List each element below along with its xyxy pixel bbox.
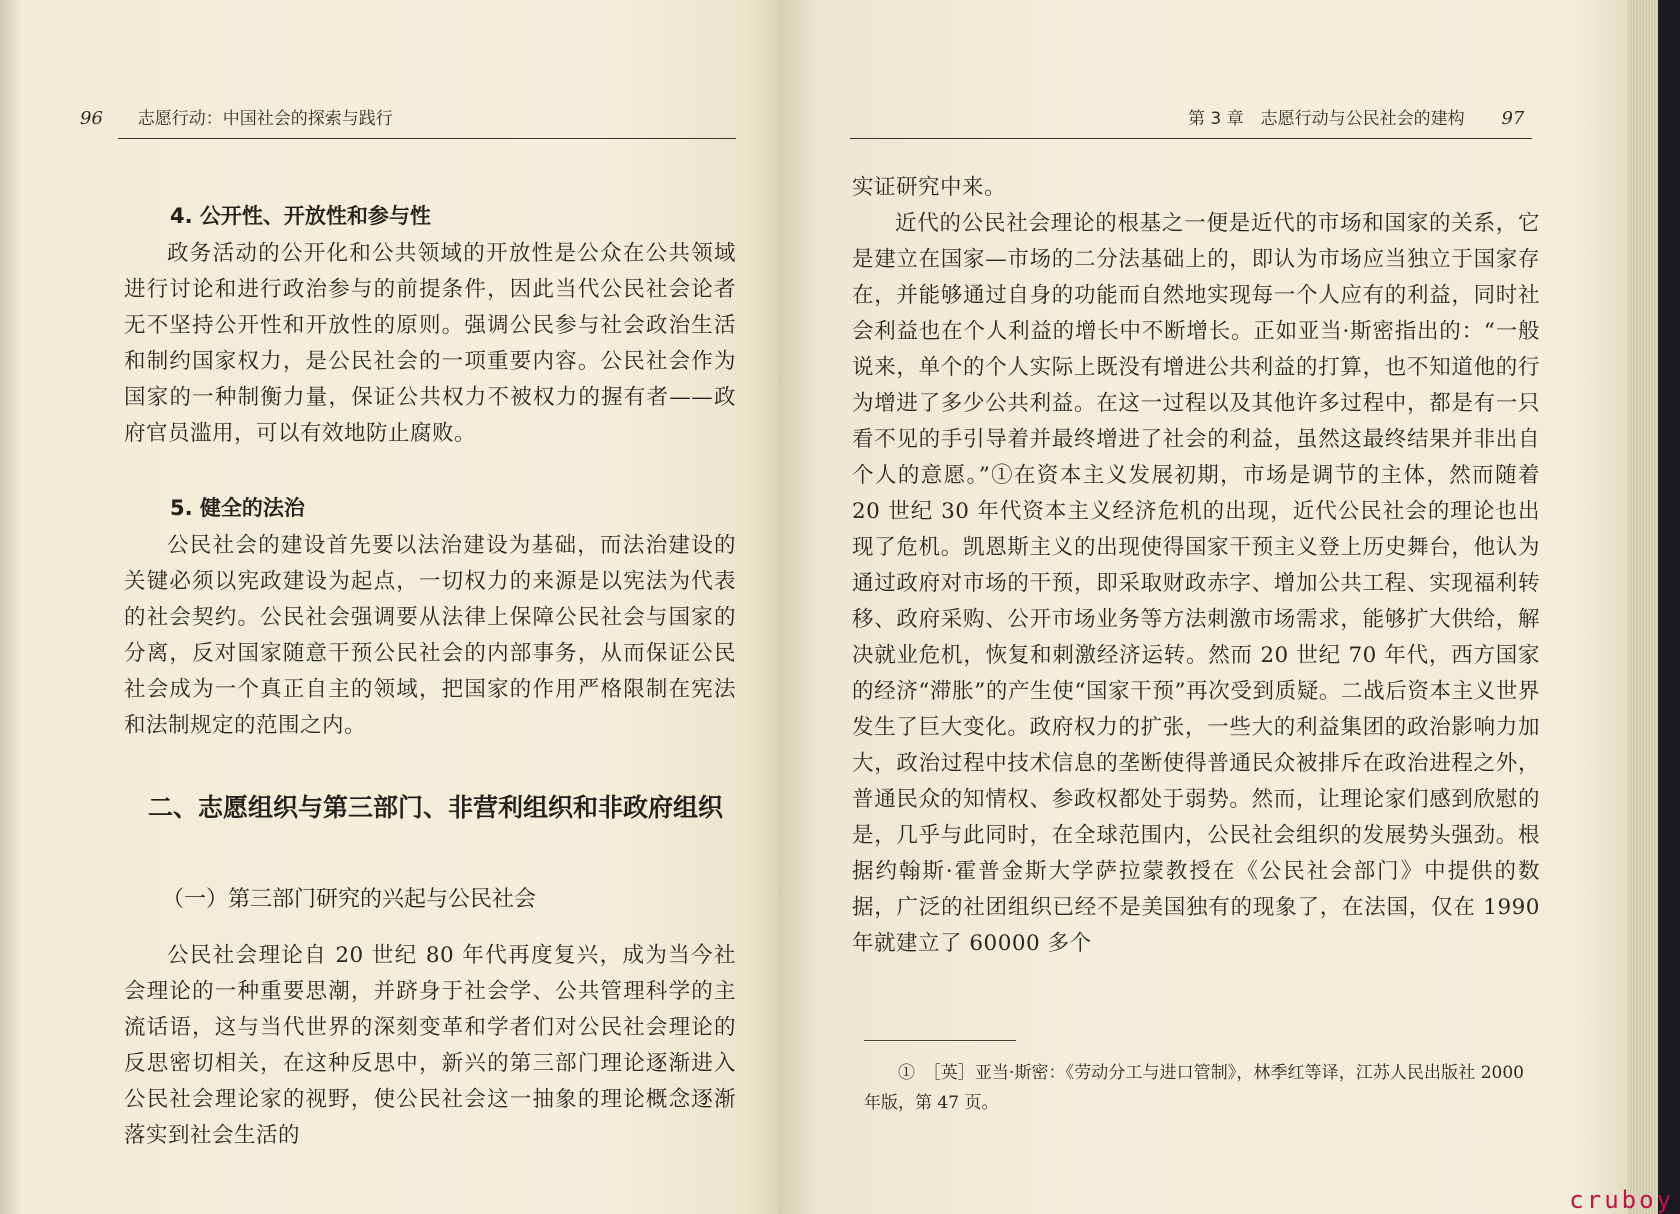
section4-heading: 4. 公开性、开放性和参与性 — [170, 204, 431, 228]
page-edges — [1628, 0, 1658, 1214]
right-paragraph: 近代的公民社会理论的根基之一便是近代的市场和国家的关系，它是建立在国家—市场的二分法基础上的，即认为市场应当独立于国家存在，并能够通过自身的功能而自然地实现每一个人应有的利益，同时社会利益也在个人利益的增长中不断增长。正如亚当·斯密指出的：“一般说来，单个的个人实际上既没有增进公共利益的打算，也不知道他的行为增进了多少公共利益。在这一过程以及其他许多过程中，都是有一只看不见的手引导着并最终增进了社会的利益，虽然这最终结果并非出自个人的意愿。”①在资本主义发展初期，市场是调节的主体，然而随着 20 世纪 30 年代资本主义经济危机的出现，近代公民社会的理论也出现了危机。凯恩斯主义的出现使得国家干预主义登上历史舞台，他认为通过政府对市场的干预，即采取财政赤字、增加公共工程、实现福利转移、政府采购、公开市场业务等方法刺激市场需求，能够扩大供给，解决就业危机，恢复和刺激经济运转。然而 20 世纪 70 年代，西方国家的经济“滞胀”的产生使“国家干预”再次受到质疑。二战后资本主义世界发生了巨大变化。政府权力的扩张，一些大的利益集团的政治影响力加大，政治过程中技术信息的垄断使得普通民众被排斥在政治进程之外，普通民众的知情权、参政权都处于弱势。然而，让理论家们感到欣慰的是，几乎与此同时，在全球范围内，公民社会组织的发展势头强劲。根据约翰斯·霍普金斯大学萨拉蒙教授在《公民社会部门》中提供的数据，广泛的社团组织已经不是美国独有的现象了，在法国，仅在 1990 年就建立了 60000 多个 — [852, 211, 1540, 956]
watermark: cruboy — [1569, 1186, 1674, 1214]
section5-paragraph: 公民社会的建设首先要以法治建设为基础，而法治建设的关键必须以宪政建设为起点，一切权力的来源是以宪法为代表的社会契约。公民社会强调要从法律上保障公民社会与国家的分离，反对国家随意干预公民社会的内部事务，从而保证公民社会成为一个真正自主的领域，把国家的作用严格限制在宪法和法制规定的范围之内。 — [124, 533, 736, 738]
right-header — [1188, 104, 1524, 129]
chapter-section-heading: 二、志愿组织与第三部门、非营利组织和非政府组织 — [148, 793, 724, 822]
right-header-rule — [850, 138, 1532, 139]
footnote: ① ［英］亚当·斯密：《劳动分工与进口管制》，林季红等译，江苏人民出版社 2000 年版，第 47 页。 — [864, 1063, 1524, 1113]
right-page-number: 97 — [1501, 108, 1525, 129]
left-page-number: 96 — [80, 108, 103, 129]
subsection-heading: （一）第三部门研究的兴起与公民社会 — [162, 887, 537, 912]
left-page — [0, 0, 790, 1214]
right-page — [778, 0, 1648, 1214]
right-continuation-line: 实证研究中来。 — [852, 175, 1007, 200]
footnote-rule — [864, 1040, 1016, 1041]
section5-heading: 5. 健全的法治 — [170, 496, 305, 520]
left-running-title: 志愿行动：中国社会的探索与践行 — [137, 109, 393, 129]
subsection-paragraph: 公民社会理论自 20 世纪 80 年代再度复兴，成为当今社会理论的一种重要思潮，并跻身于社会学、公共管理科学的主流话语，这与当代世界的深刻变革和学者们对公民社会理论的反思密切相关，在这种反思中，新兴的第三部门理论逐渐进入公民社会理论家的视野，使公民社会这一抽象的理论概念逐渐落实到社会生活的 — [124, 943, 736, 1148]
section4-paragraph: 政务活动的公开化和公共领域的开放性是公众在公共领域进行讨论和进行政治参与的前提条件，因此当代公民社会论者无不坚持公开性和开放性的原则。强调公民参与社会政治生活和制约国家权力，是公民社会的一项重要内容。公民社会作为国家的一种制衡力量，保证公共权力不被权力的握有者——政府官员滥用，可以有效地防止腐败。 — [124, 241, 736, 446]
left-header — [80, 104, 393, 129]
right-running-title: 第 3 章 志愿行动与公民社会的建构 — [1188, 109, 1465, 129]
left-header-rule — [118, 138, 736, 139]
